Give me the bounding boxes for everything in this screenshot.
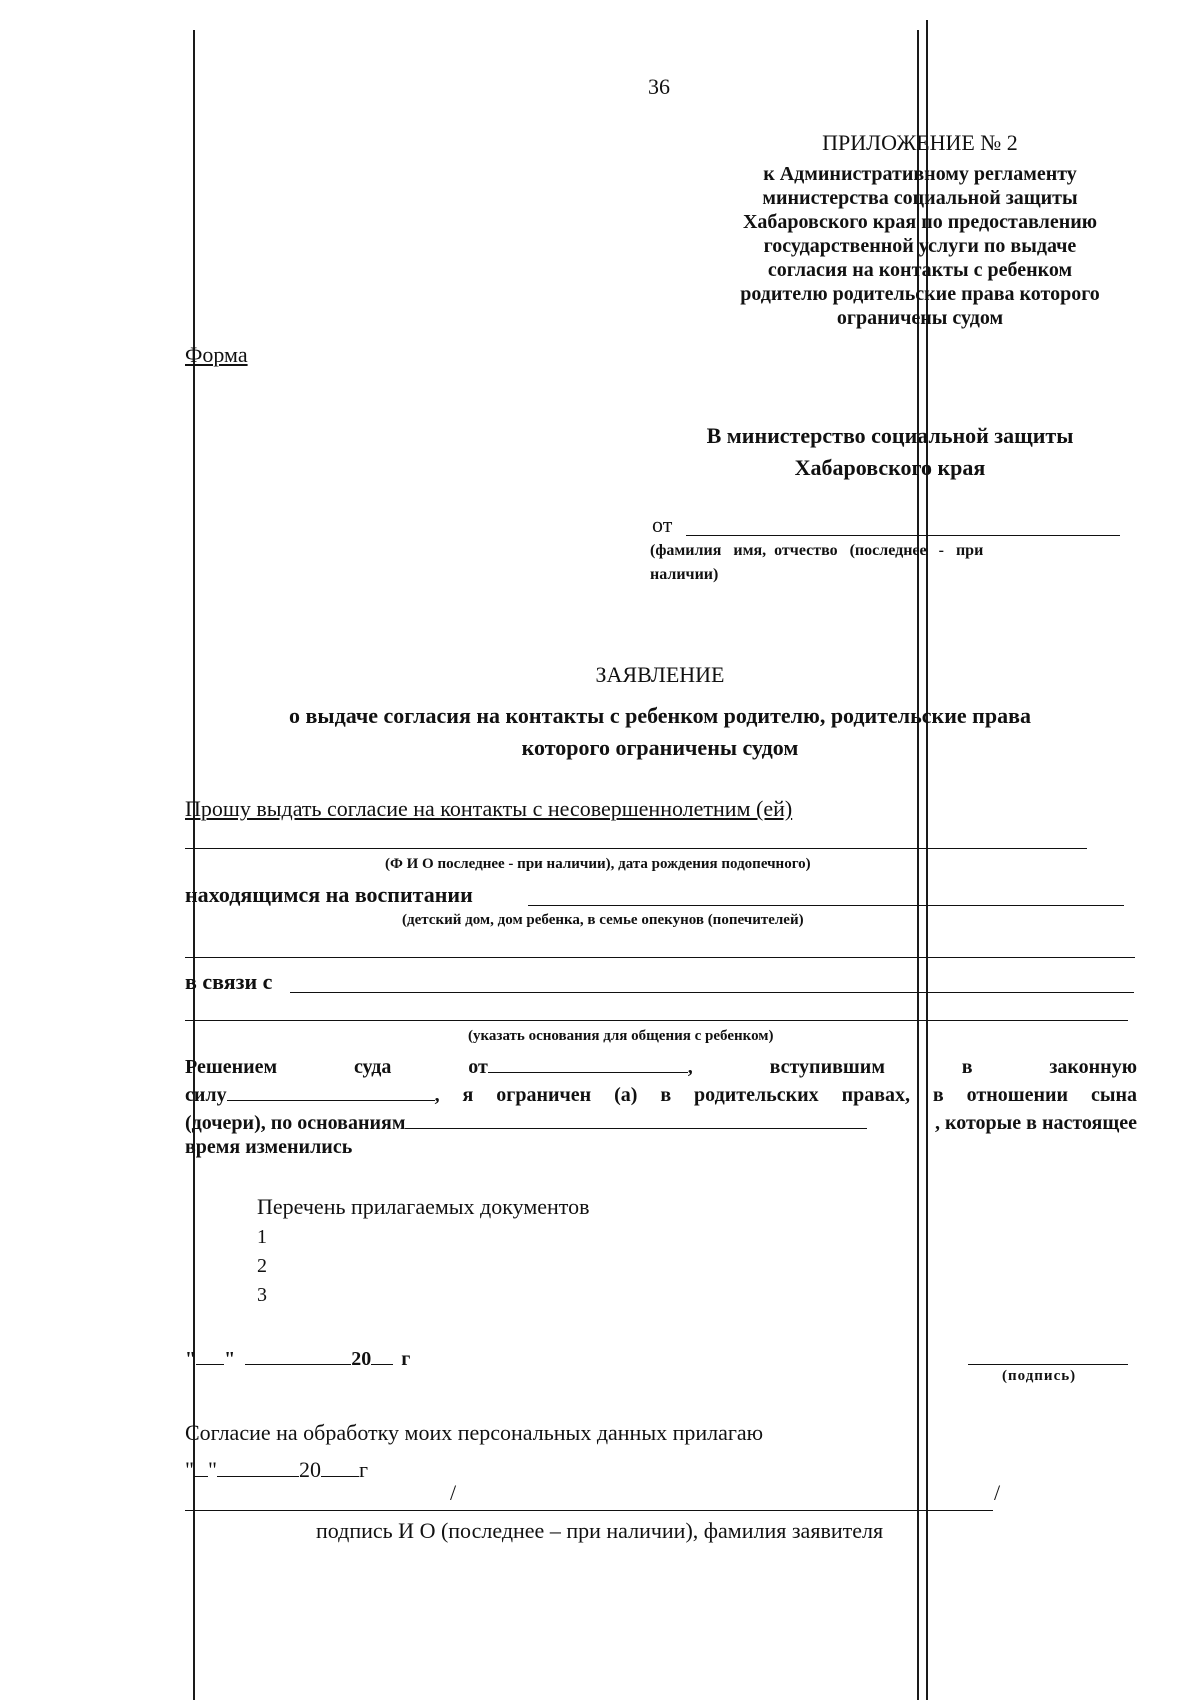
from-fill-line xyxy=(686,535,1120,536)
decision-force-label: силу xyxy=(185,1084,227,1106)
appendix-line: государственной услуги по выдаче xyxy=(763,235,1077,257)
placement-fill-line-2 xyxy=(185,957,1135,958)
decision-line3 xyxy=(185,1108,1137,1135)
consent-month-fill xyxy=(217,1454,299,1477)
signature-hint: (подпись) xyxy=(1002,1368,1077,1384)
placement-fill-line xyxy=(528,905,1124,906)
application-subtitle-line2: которого ограничены судом xyxy=(521,735,799,760)
from-label: от xyxy=(652,512,673,537)
documents-item: 3 xyxy=(257,1284,267,1306)
consent-year-fill xyxy=(321,1454,359,1477)
decision-line2-rest: , я ограничен (а) в родительских правах, в отношении сына xyxy=(434,1084,1137,1106)
consent-day-fill xyxy=(194,1454,208,1477)
consent-quote-open: " xyxy=(185,1457,194,1482)
page-number: 36 xyxy=(648,74,670,99)
consent-text: Согласие на обработку моих персональных данных прилагаю xyxy=(185,1420,764,1445)
decision-line1 xyxy=(185,1052,1137,1079)
appendix-line: к Административному регламенту xyxy=(763,163,1077,185)
decision-word: вступившим xyxy=(769,1056,885,1078)
application-title: ЗАЯВЛЕНИЕ xyxy=(595,662,725,687)
decision-line2 xyxy=(185,1080,1137,1107)
documents-item: 2 xyxy=(257,1255,267,1277)
date-year-fill xyxy=(371,1344,393,1365)
date-year-prefix: 20 xyxy=(351,1348,372,1370)
placement-label: находящимся на воспитании xyxy=(185,882,473,907)
addressee-line1: В министерство социальной защиты xyxy=(706,423,1074,448)
decision-line4: время изменились xyxy=(185,1136,353,1158)
appendix-line: согласия на контакты с ребенком xyxy=(767,259,1073,281)
reason-fill-line xyxy=(290,992,1134,993)
date-quote-open: " xyxy=(185,1348,197,1370)
decision-word: , xyxy=(687,1056,693,1078)
fio-fill-line xyxy=(185,848,1087,849)
date-day-fill xyxy=(196,1344,224,1365)
decision-line3-rest: , которые в настоящее xyxy=(934,1112,1137,1134)
form-label: Форма xyxy=(185,342,248,367)
appendix-line: Хабаровского края по предоставлению xyxy=(742,211,1098,233)
consent-signature-caption: подпись И О (последнее – при наличии), фамилия заявителя xyxy=(316,1518,884,1543)
appendix-line: ограничены судом xyxy=(836,307,1004,329)
consent-date-row xyxy=(185,1454,368,1483)
date-row xyxy=(185,1344,410,1371)
consent-slash-1: / xyxy=(450,1480,457,1505)
consent-signature-line xyxy=(185,1510,993,1511)
decision-grounds-label: (дочери), по основаниям xyxy=(185,1112,406,1134)
reason-hint: (указать основания для общения с ребенком) xyxy=(468,1028,774,1044)
decision-word: суда xyxy=(353,1056,392,1078)
documents-item: 1 xyxy=(257,1226,267,1248)
date-quote-close: " xyxy=(224,1348,236,1370)
appendix-block xyxy=(690,130,1150,330)
consent-quote-close: " xyxy=(207,1457,217,1482)
appendix-line: министерства социальной защиты xyxy=(762,187,1078,209)
signature-fill-line xyxy=(968,1364,1128,1365)
reason-label: в связи с xyxy=(185,969,273,994)
decision-word: законную xyxy=(1049,1056,1137,1078)
decision-word: в xyxy=(961,1056,973,1078)
from-hint-line2: наличии) xyxy=(650,566,719,583)
appendix-title: ПРИЛОЖЕНИЕ № 2 xyxy=(822,130,1018,155)
addressee-line2: Хабаровского края xyxy=(794,455,986,480)
from-hint-line1: (фамилия имя, отчество (последнее - при xyxy=(650,542,984,559)
decision-grounds-fill xyxy=(405,1108,867,1129)
application-subtitle-line1: о выдаче согласия на контакты с ребенком родителю, родительские права xyxy=(289,703,1031,728)
consent-year-suffix: г xyxy=(358,1457,368,1482)
placement-hint: (детский дом, дом ребенка, в семье опекунов (попечителей) xyxy=(402,912,804,928)
reason-fill-line-2 xyxy=(185,1020,1128,1021)
decision-word: от xyxy=(468,1056,488,1078)
consent-slash-2: / xyxy=(994,1480,1001,1505)
documents-title: Перечень прилагаемых документов xyxy=(257,1194,590,1219)
scan-line-left xyxy=(193,30,195,1700)
addressee-block xyxy=(660,420,1120,484)
date-year-suffix: г xyxy=(401,1348,411,1370)
request-text: Прошу выдать согласие на контакты с несовершеннолетним (ей) xyxy=(185,796,793,821)
appendix-line: родителю родительские права которого xyxy=(740,283,1100,305)
consent-year-prefix: 20 xyxy=(298,1457,321,1482)
date-month-fill xyxy=(245,1344,351,1365)
decision-word: Решением xyxy=(185,1056,278,1078)
decision-date-group xyxy=(468,1052,693,1079)
fio-hint: (Ф И О последнее - при наличии), дата рождения подопечного) xyxy=(385,856,811,872)
decision-date-fill xyxy=(488,1052,688,1073)
decision-force-fill xyxy=(227,1080,435,1101)
